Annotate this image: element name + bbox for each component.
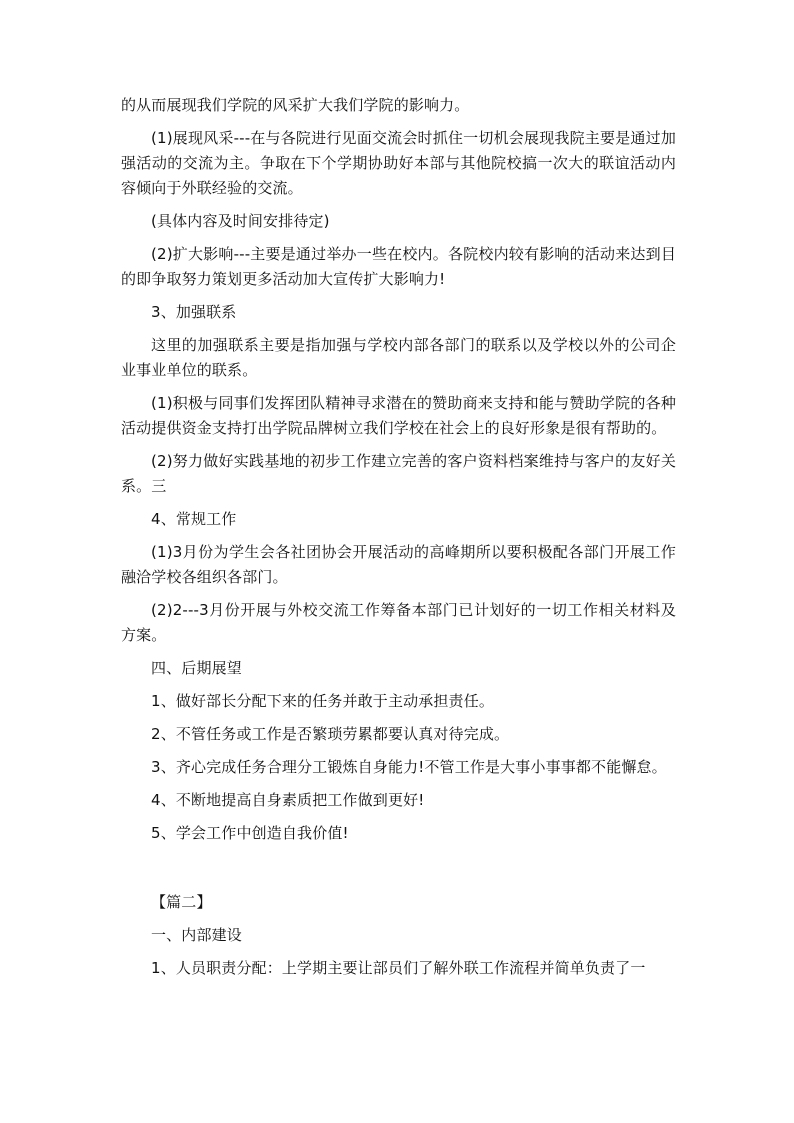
document-body (121, 93, 676, 981)
paragraph-exchange-preparation: (2)2---3月份开展与外校交流工作筹备本部门已计划好的一切工作相关材料及方案。 (121, 601, 676, 644)
section-heading-internal-building: 一、内部建设 (151, 926, 242, 944)
outlook-item-4: 4、不断地提高自身素质把工作做到更好! (151, 791, 425, 809)
section-heading-routine-work: 4、常规工作 (151, 510, 237, 528)
outlook-item-3: 3、齐心完成任务合理分工锻炼自身能力!不管工作是大事小事事都不能懈怠。 (151, 758, 667, 776)
paragraph-practice-base: (2)努力做好实践基地的初步工作建立完善的客户资料档案维持与客户的友好关系。三 (121, 452, 676, 495)
paragraph-details-pending: (具体内容及时间安排待定) (151, 212, 330, 230)
outlook-item-1: 1、做好部长分配下来的任务并敢于主动承担责任。 (151, 692, 494, 710)
section-heading-strengthen-contact: 3、加强联系 (151, 303, 237, 321)
paragraph-expand-influence: (2)扩大影响---主要是通过举办一些在校内。各院校内较有影响的活动来达到目的即争取努力策划更多活动加大宣传扩大影响力! (121, 245, 676, 288)
paragraph-strengthen-contact-intro: 这里的加强联系主要是指加强与学校内部各部门的联系以及学校以外的公司企业事业单位的联系。 (121, 336, 676, 379)
paragraph-staff-duties: 1、人员职责分配：上学期主要让部员们了解外联工作流程并简单负责了一 (151, 959, 646, 977)
outlook-item-5: 5、学会工作中创造自我价值! (151, 824, 349, 842)
section-heading-future-outlook: 四、后期展望 (151, 659, 242, 677)
paragraph-march-activities: (1)3月份为学生会各社团协会开展活动的高峰期所以要积极配各部门开展工作融洽学校各组织各部门。 (121, 543, 676, 586)
paragraph-intro-continuation: 的从而展现我们学院的风采扩大我们学院的影响力。 (121, 96, 470, 114)
part-two-heading: 【篇二】 (151, 893, 212, 911)
outlook-item-2: 2、不管任务或工作是否繁琐劳累都要认真对待完成。 (151, 725, 510, 743)
paragraph-showcase-style: (1)展现风采---在与各院进行见面交流会时抓住一切机会展现我院主要是通过加强活动的交流为主。争取在下个学期协助好本部与其他院校搞一次大的联谊活动内容倾向于外联经验的交流。 (121, 129, 676, 197)
paragraph-team-sponsors: (1)积极与同事们发挥团队精神寻求潜在的赞助商来支持和能与赞助学院的各种活动提供资金支持打出学院品牌树立我们学校在社会上的良好形象是很有帮助的。 (121, 394, 676, 437)
